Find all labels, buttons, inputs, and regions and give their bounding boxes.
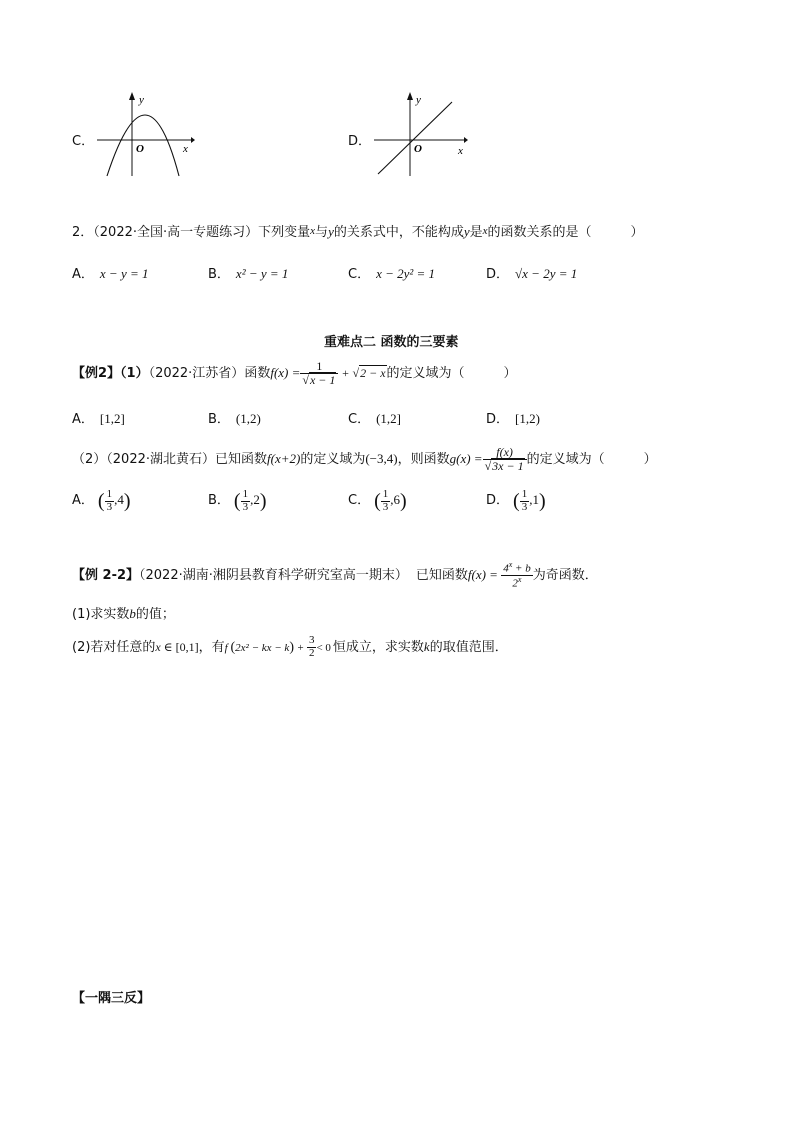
option-d-label: D．	[348, 134, 372, 149]
ex2-fraction: $\frac{1}{√x - 1}$	[300, 360, 338, 386]
ex22-sub2-b: ，有	[198, 640, 225, 655]
ex2-part2-source: （2022·湖北黄石）	[106, 452, 215, 467]
ex2-part2-stem	[72, 442, 657, 476]
ex22-tag: 【例 2-2】	[72, 568, 140, 583]
ex2-option2-b[interactable]	[208, 484, 267, 516]
ex22-sub2-a: (2)若对任意的	[72, 640, 156, 655]
q2-option-b-label: B．	[208, 267, 230, 282]
ex2-part2-stem-a: 已知函数	[215, 452, 268, 467]
q2-number: 2．	[72, 225, 94, 240]
ex2-tag: 【例2】	[72, 366, 121, 381]
q2-option-c-label: C．	[348, 267, 371, 282]
ex2-part2-stem-d: 的定义域为（ ）	[526, 452, 657, 467]
ex2-option2-a-expr: ( $\frac{1}{3}$ ,4)	[97, 487, 131, 513]
ex22-sub2-ineq: f (2x² − kx − k) +	[224, 640, 307, 655]
ex2-option-d-expr: [1,2)	[515, 411, 540, 426]
ex22-fraction: $\frac{4^x + b}{2^x}$	[503, 559, 531, 590]
ex22-func: f(x) =	[467, 567, 502, 582]
ex22-sub2-domain: x ∈ [0,1]	[155, 640, 199, 654]
ex2-option2-c-label: C．	[348, 493, 371, 508]
ex2-option-a-label: A．	[72, 412, 94, 427]
ex22-sub2-lt: < 0	[316, 642, 331, 654]
ex22-sub2	[72, 632, 508, 662]
ex2-part1-stem	[72, 357, 517, 389]
ex2-part1-source: （2022·江苏省）	[148, 366, 245, 381]
ex2-part1-label: （1）	[120, 366, 149, 381]
q2-option-a-expr: x − y = 1	[99, 266, 149, 281]
ex2-option2-a[interactable]	[72, 484, 131, 516]
graph-d-origin-label: O	[414, 143, 422, 155]
q2-option-d-expr: √x − 2y = 1	[515, 266, 578, 281]
ex2-option-b-expr: (1,2)	[235, 411, 261, 426]
q2-stem-d: 是	[469, 225, 483, 240]
ex2-sqrt-term: + √2 − x	[338, 366, 386, 380]
ex22-sub1-text: (1)求实数	[72, 607, 130, 622]
ex2-option2-c[interactable]	[348, 484, 407, 516]
graph-d-line	[372, 92, 472, 178]
graph-d-y-label: y	[416, 94, 421, 106]
q2-option-d[interactable]	[486, 263, 577, 282]
ex2-func2: f(x+2)	[267, 451, 301, 466]
ex2-func: f(x) =	[270, 365, 301, 380]
q2-option-a-label: A．	[72, 267, 94, 282]
ex2-option2-d-expr: ( $\frac{1}{3}$ ,1)	[513, 487, 546, 513]
q2-option-a[interactable]	[72, 263, 149, 282]
ex22-sub2-c: 恒成立，求实数	[332, 640, 424, 655]
ex2-option-b[interactable]	[208, 408, 261, 427]
ex22-sub1-end: 的值；	[135, 607, 175, 622]
ex2-option2-b-expr: ( $\frac{1}{3}$ ,2)	[233, 487, 267, 513]
ex2-part2-label: （2）	[72, 452, 107, 467]
ex2-option2-d[interactable]	[486, 484, 546, 516]
ex2-option-a-expr: [1,2]	[99, 411, 125, 426]
q2-stem	[72, 221, 644, 240]
q2-var-x2: x	[482, 225, 488, 237]
graph-d-x-label: x	[458, 145, 463, 157]
ex22-stem	[72, 560, 598, 590]
q2-stem-e: 的函数关系的是（ ）	[487, 225, 644, 240]
graph-c-parabola	[95, 92, 195, 178]
ex2-option-c-expr: (1,2]	[376, 411, 401, 426]
ex2-interval2: (−3,4)	[365, 451, 398, 466]
q2-option-d-label: D．	[486, 267, 510, 282]
ex2-option-a[interactable]	[72, 408, 125, 427]
q2-option-c[interactable]	[348, 263, 435, 282]
ex2-option2-d-label: D．	[486, 493, 510, 508]
practice-label: 【一隅三反】	[72, 991, 151, 1006]
q2-stem-a: 下列变量	[258, 225, 311, 240]
q2-var-y2: y	[463, 224, 470, 239]
ex2-option-c-label: C．	[348, 412, 371, 427]
ex22-sub2-frac: $\frac{3}{2}$	[308, 634, 315, 659]
ex2-func3: g(x) =	[449, 451, 483, 466]
ex2-option2-a-label: A．	[72, 493, 94, 508]
ex22-sub1-var: b	[129, 606, 136, 621]
ex2-option2-b-label: B．	[208, 493, 230, 508]
ex2-option-c[interactable]	[348, 408, 401, 427]
graph-c-x-label: x	[183, 143, 188, 155]
graph-c-y-label: y	[139, 94, 144, 106]
ex22-stem-b: 为奇函数．	[532, 568, 598, 583]
section-title: 重难点二 函数的三要素	[324, 335, 459, 350]
ex22-stem-a: 已知函数	[415, 568, 468, 583]
option-c-label: C．	[72, 134, 95, 149]
ex2-part2-stem-b: 的定义域为	[300, 452, 366, 467]
q2-source: （2022·全国·高一专题练习）	[93, 225, 259, 240]
ex22-source: （2022·湖南·湘阴县教育科学研究室高一期末）	[139, 568, 408, 583]
ex22-sub2-var: k	[423, 639, 430, 654]
ex2-part1-stem-a: 函数	[244, 366, 271, 381]
ex2-part2-stem-c: ，则函数	[397, 452, 450, 467]
ex2-fraction2: $\frac{f(x)}{√3x - 1}$	[483, 446, 527, 472]
ex2-part1-stem-b: 的定义域为（ ）	[386, 366, 517, 381]
q2-option-b-expr: x² − y = 1	[235, 266, 289, 281]
ex2-option-d[interactable]	[486, 408, 540, 427]
ex2-option-b-label: B．	[208, 412, 230, 427]
q2-var-y: y	[328, 224, 334, 239]
graph-c-origin-label: O	[136, 143, 144, 155]
q2-var-x: x	[310, 225, 316, 237]
q2-option-b[interactable]	[208, 263, 288, 282]
q2-stem-b: 与	[315, 225, 329, 240]
q2-option-c-expr: x − 2y² = 1	[376, 266, 436, 281]
q2-stem-c: 的关系式中，不能构成	[333, 225, 464, 240]
ex22-sub2-end: 的取值范围．	[429, 640, 508, 655]
ex2-option2-c-expr: ( $\frac{1}{3}$ ,6)	[374, 487, 407, 513]
ex2-option-d-label: D．	[486, 412, 510, 427]
ex22-sub1	[72, 603, 175, 622]
